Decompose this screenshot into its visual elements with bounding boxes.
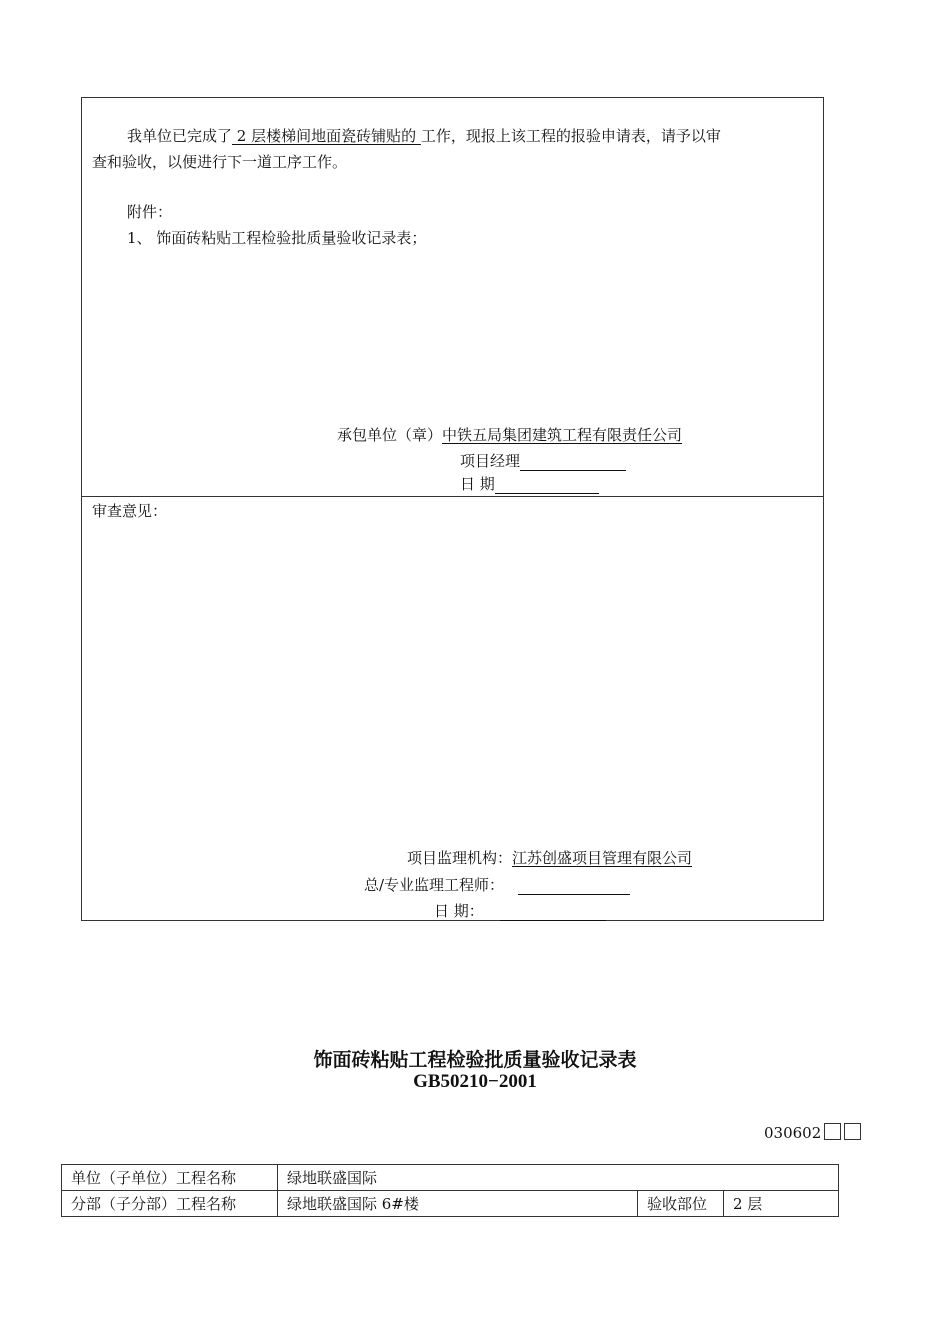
- code-box-1[interactable]: [824, 1123, 841, 1140]
- supervision-org-name: 江苏创盛项目管理有限公司: [512, 849, 693, 867]
- review-date-label: 日 期：: [434, 902, 484, 920]
- project-manager-label: 项目经理: [460, 452, 521, 470]
- unit-name-value[interactable]: 绿地联盛国际: [278, 1165, 839, 1191]
- supervision-org-label: 项目监理机构：: [407, 849, 513, 867]
- application-date-field[interactable]: [495, 477, 599, 494]
- review-opinion-label: 审查意见：: [92, 502, 168, 520]
- table-row: [62, 1165, 839, 1191]
- application-date-label: 日 期: [460, 475, 495, 493]
- record-info-table: [61, 1164, 839, 1217]
- application-paragraph-line1: [127, 125, 721, 146]
- record-code: 030602: [764, 1124, 822, 1142]
- application-paragraph-line2: 查和验收，以便进行下一道工序工作。: [92, 153, 348, 171]
- review-date-field[interactable]: [500, 904, 606, 921]
- paragraph-suffix: 工作，现报上该工程的报验申请表，请予以审: [420, 127, 721, 145]
- supervising-engineer-label: 总/专业监理工程师：: [364, 876, 505, 894]
- record-title: 饰面砖粘贴工程检验批质量验收记录表: [313, 1049, 637, 1071]
- contractor-label: 承包单位（章）: [337, 426, 443, 444]
- supervising-engineer-signature-field[interactable]: [518, 878, 630, 895]
- project-manager-line: [460, 450, 626, 471]
- project-manager-signature-field[interactable]: [520, 454, 626, 471]
- record-standard: GB50210−2001: [413, 1071, 537, 1092]
- supervising-engineer-line: [364, 874, 630, 895]
- attachment-item: 1、 饰面砖粘贴工程检验批质量验收记录表；: [127, 229, 427, 247]
- paragraph-prefix: 我单位已完成了: [127, 127, 233, 145]
- table-row: [62, 1191, 839, 1217]
- application-date-line: [460, 473, 599, 494]
- review-date-line: [434, 900, 606, 921]
- contractor-name: 中铁五局集团建筑工程有限责任公司: [442, 426, 683, 444]
- work-item: 2 层楼梯间地面瓷砖铺贴的: [232, 127, 421, 145]
- division-name-value[interactable]: 绿地联盛国际 6#楼: [278, 1191, 638, 1217]
- record-code-line: [764, 1123, 861, 1142]
- acceptance-part-value[interactable]: 2 层: [724, 1191, 839, 1217]
- division-name-label: 分部（子分部）工程名称: [62, 1191, 278, 1217]
- contractor-line: [337, 424, 682, 445]
- attachment-label: 附件：: [127, 203, 173, 221]
- acceptance-part-label: 验收部位: [638, 1191, 724, 1217]
- supervision-org-line: [407, 847, 692, 868]
- code-box-2[interactable]: [844, 1123, 861, 1140]
- unit-name-label: 单位（子单位）工程名称: [62, 1165, 278, 1191]
